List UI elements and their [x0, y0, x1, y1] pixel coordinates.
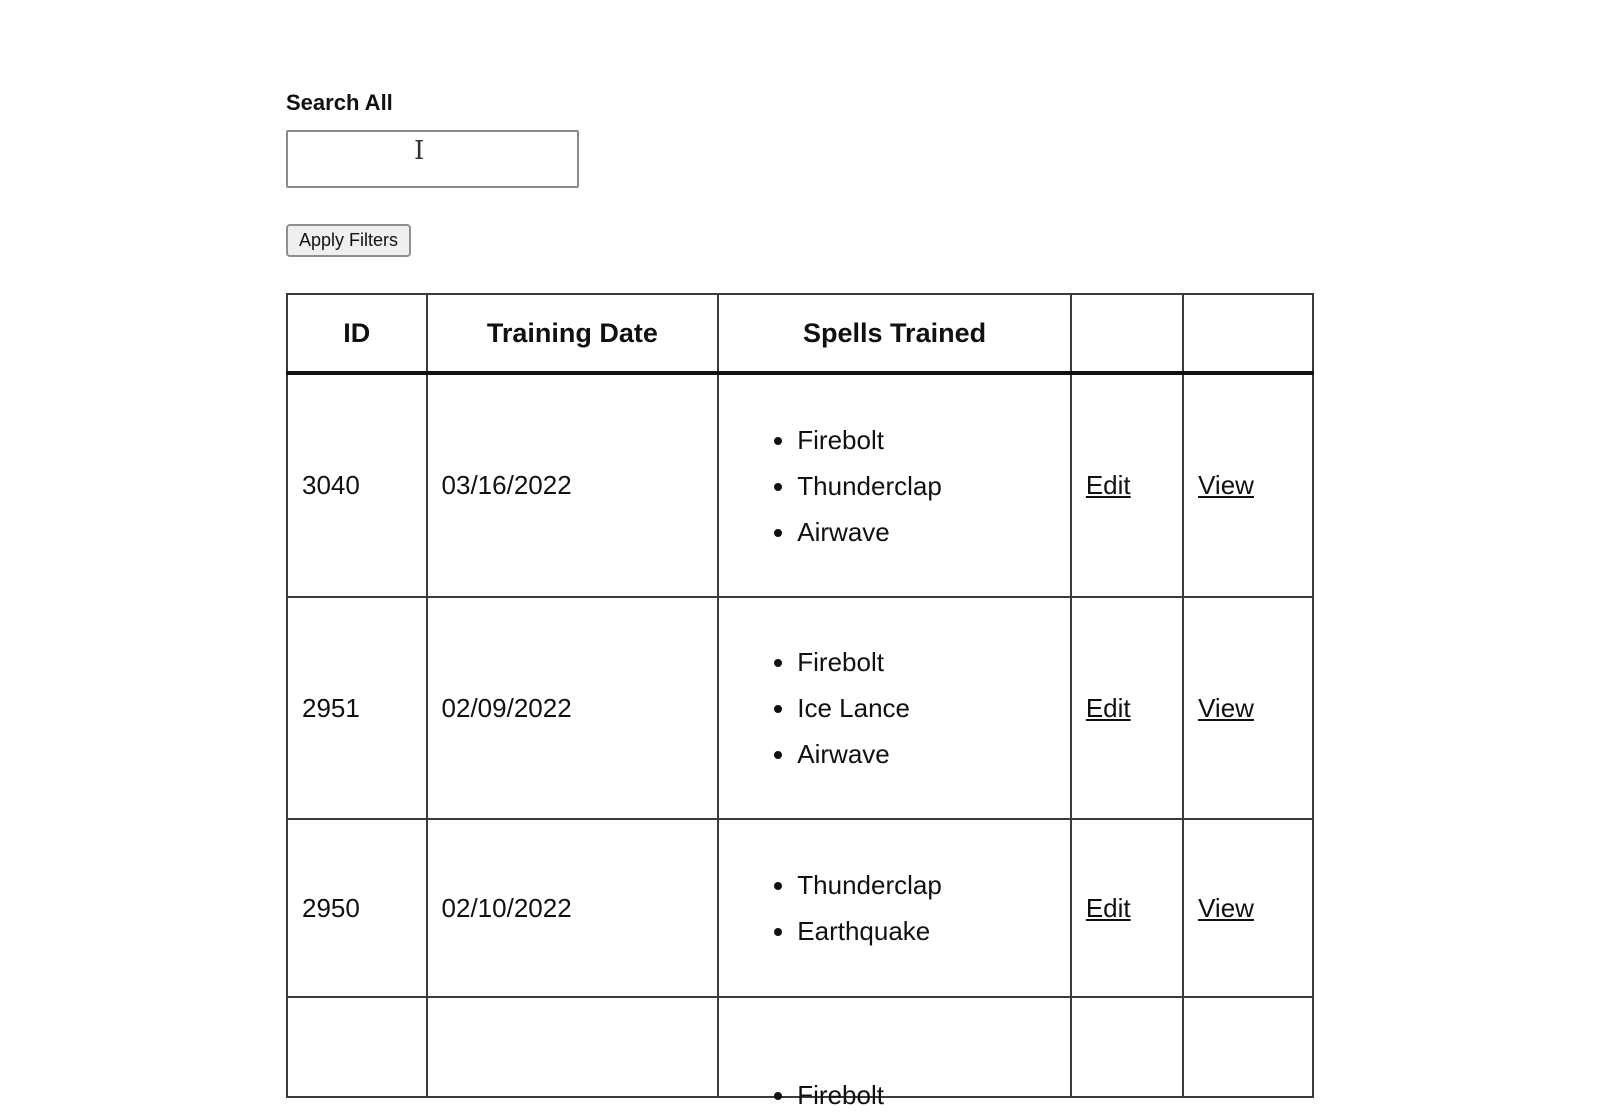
view-link[interactable]: View [1198, 470, 1254, 500]
cell-training-date: 02/09/2022 [427, 597, 719, 819]
spell-item: • Firebolt [797, 417, 1056, 463]
cell-view [1183, 597, 1313, 819]
spell-list [733, 862, 1056, 954]
cell-training-date: 02/10/2022 [427, 819, 719, 997]
spell-list [733, 417, 1056, 555]
cell-spells [718, 819, 1071, 997]
spell-item: • Thunderclap [797, 862, 1056, 908]
cell-spells [718, 997, 1071, 1110]
cell-view [1183, 819, 1313, 997]
cell-spells [718, 597, 1071, 819]
header-training-date: Training Date [427, 294, 719, 373]
view-link[interactable]: View [1198, 892, 1254, 923]
edit-link[interactable]: Edit [1085, 470, 1131, 500]
cell-view [1183, 997, 1313, 1097]
spell-item: • Ice Lance [797, 685, 1056, 731]
spell-item: • Earthquake [797, 908, 1056, 954]
cell-edit [1071, 597, 1183, 819]
cell-id: 3040 [287, 373, 427, 597]
cell-id [287, 997, 427, 1097]
text-cursor-icon: I [414, 136, 425, 166]
edit-link[interactable]: Edit [1085, 692, 1131, 723]
table-row [287, 997, 1313, 1097]
search-input[interactable] [286, 130, 579, 188]
cell-id: 2950 [287, 819, 427, 997]
spell-item: • Firebolt [797, 1072, 1056, 1118]
header-spells-trained: Spells Trained [718, 294, 1071, 373]
view-link[interactable]: View [1198, 692, 1254, 723]
header-edit [1071, 294, 1183, 373]
spell-item: • Firebolt [797, 639, 1056, 685]
spell-training-table [286, 293, 1314, 1110]
search-field-wrapper [286, 130, 1316, 188]
search-label: Search All [286, 90, 393, 115]
header-id: ID [287, 294, 427, 373]
cell-spells [718, 373, 1071, 597]
cell-id: 2951 [287, 597, 427, 819]
spell-item: • Thunderclap [797, 463, 1056, 509]
table-header-row [287, 294, 1313, 373]
apply-filters-button[interactable]: Apply Filters [286, 224, 411, 257]
spell-item: • Airwave [797, 509, 1056, 555]
filters-and-table [286, 90, 1316, 1110]
cell-view [1183, 373, 1313, 597]
cell-training-date [427, 997, 719, 1097]
spell-list [733, 639, 1056, 777]
table-row [287, 597, 1313, 819]
header-view [1183, 294, 1313, 373]
table-row [287, 373, 1313, 597]
spell-list [733, 1072, 1056, 1118]
cell-edit [1071, 997, 1183, 1097]
spell-item: • Airwave [797, 731, 1056, 777]
edit-link[interactable]: Edit [1085, 892, 1131, 923]
cell-edit [1071, 819, 1183, 997]
cell-edit [1071, 373, 1183, 597]
cell-training-date: 03/16/2022 [427, 373, 719, 597]
table-row [287, 819, 1313, 997]
